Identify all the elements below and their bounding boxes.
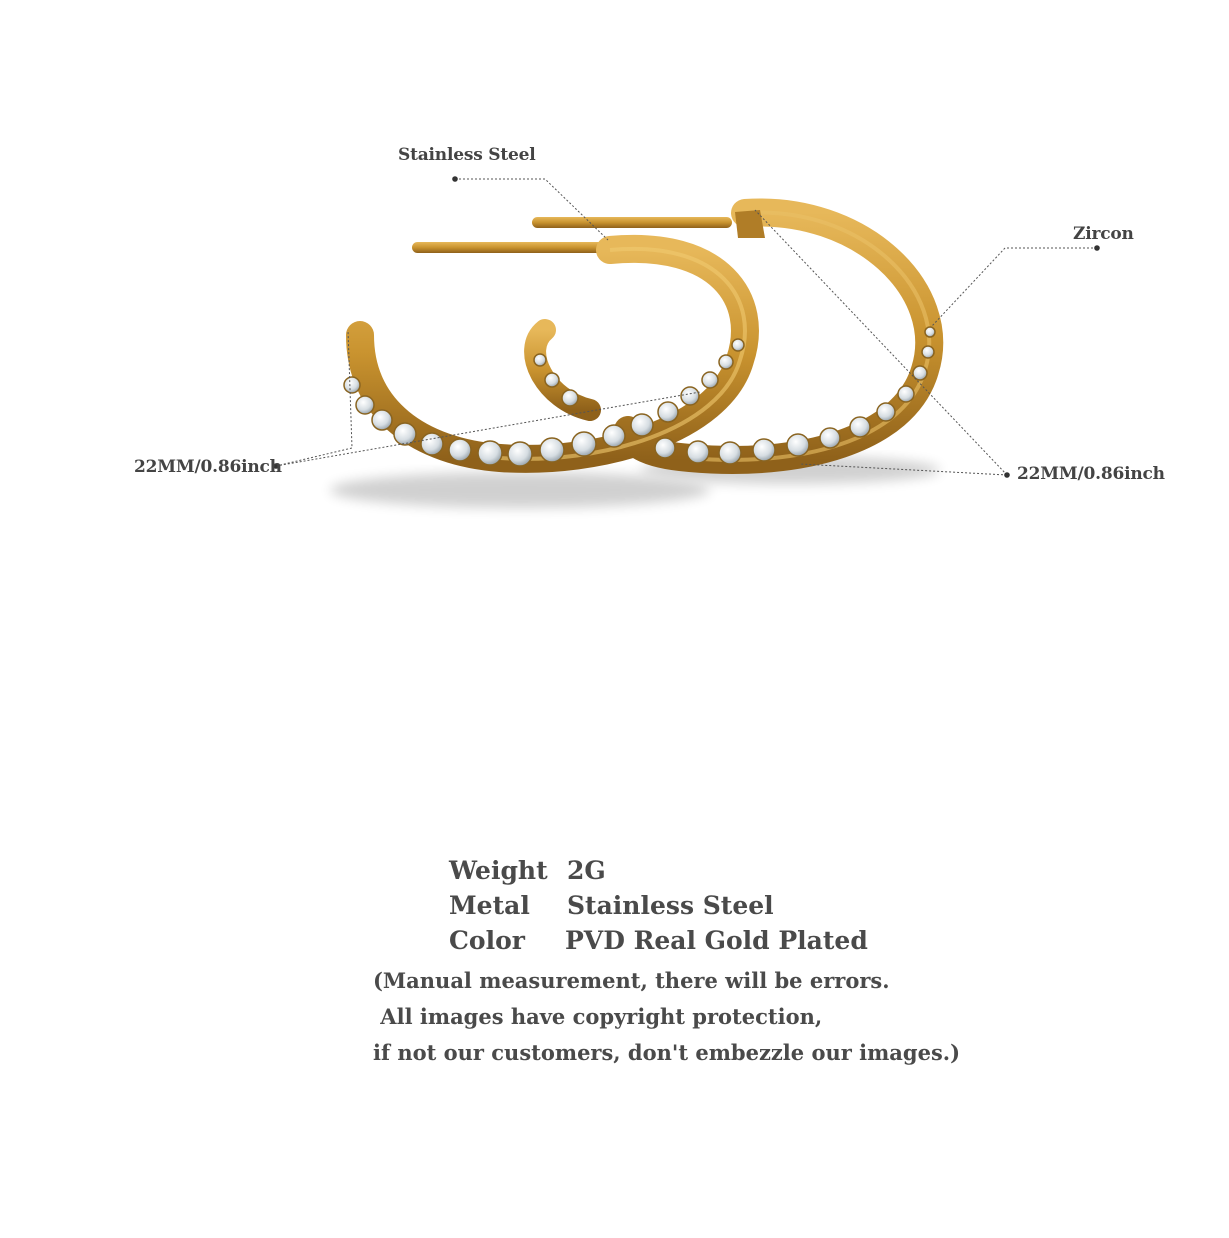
callout-size-right: 22MM/0.86inch bbox=[1017, 464, 1165, 484]
disclaimer-line-3: if not our customers, don't embezzle our images.) bbox=[373, 1040, 961, 1065]
spec-metal-label: Metal bbox=[449, 891, 530, 920]
spec-weight-value: 2G bbox=[567, 856, 606, 885]
callout-stone: Zircon bbox=[1073, 224, 1134, 244]
callout-material: Stainless Steel bbox=[398, 145, 536, 165]
disclaimer-line-2: All images have copyright protection, bbox=[373, 1004, 823, 1029]
spec-weight-label: Weight bbox=[449, 856, 548, 885]
spec-color-value: PVD Real Gold Plated bbox=[565, 926, 868, 955]
spec-color-label: Color bbox=[449, 926, 525, 955]
earring-left bbox=[360, 242, 745, 459]
spec-metal-value: Stainless Steel bbox=[567, 891, 774, 920]
earring-shadow bbox=[330, 456, 940, 508]
disclaimer-line-1: (Manual measurement, there will be errors. bbox=[373, 968, 890, 993]
callout-size-left: 22MM/0.86inch bbox=[134, 457, 282, 477]
